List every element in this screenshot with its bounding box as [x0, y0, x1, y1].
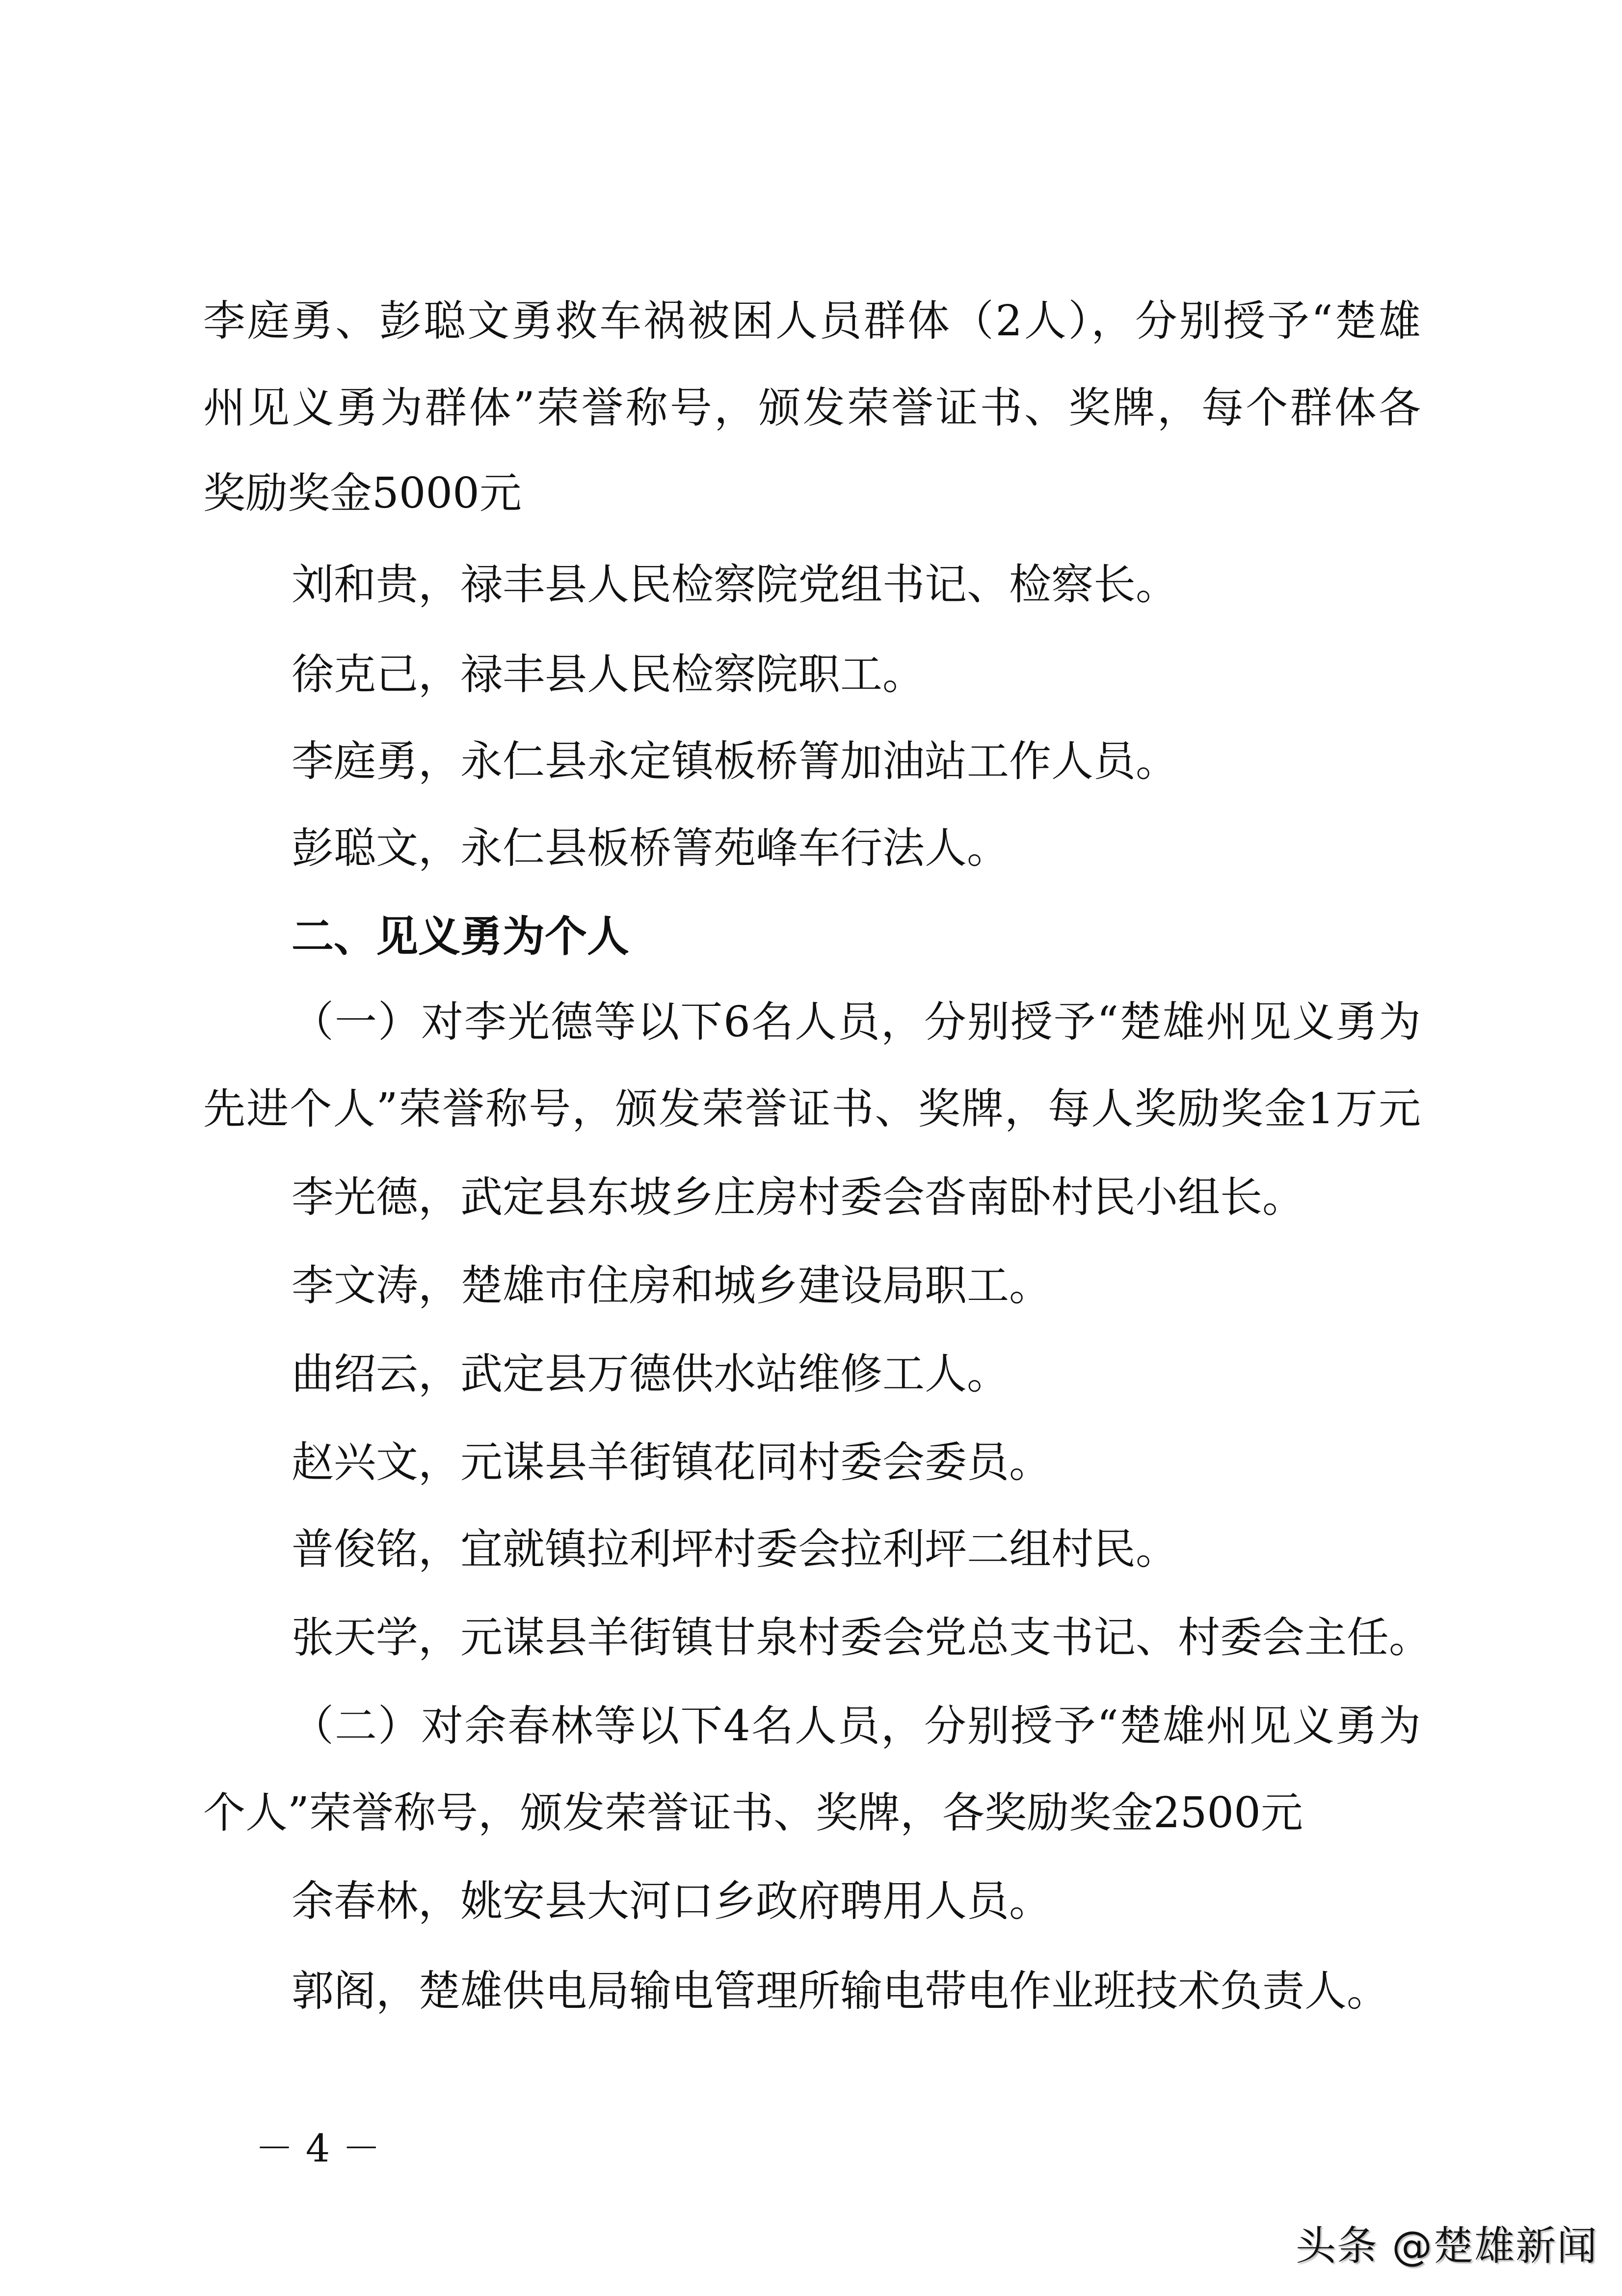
awardee-line: 李文涛，楚雄市住房和城乡建设局职工。: [292, 1261, 1051, 1310]
paragraph-line: （二）对余春林等以下4名人员，分别授予“楚雄州见义勇为: [292, 1702, 1421, 1751]
page-number: － 4 －: [255, 2127, 381, 2171]
awardee-line: 张天学，元谋县羊街镇甘泉村委会党总支书记、村委会主任。: [292, 1613, 1431, 1662]
section-heading: 二、见义勇为个人: [292, 912, 629, 961]
awardee-line: 郭阁，楚雄供电局输电管理所输电带电作业班技术负责人。: [292, 1967, 1389, 2016]
awardee-line: 普俊铭，宜就镇拉利坪村委会拉利坪二组村民。: [292, 1525, 1178, 1574]
awardee-line: 曲绍云，武定县万德供水站维修工人。: [292, 1350, 1009, 1399]
awardee-line: 余春林，姚安县大河口乡政府聘用人员。: [292, 1877, 1051, 1926]
awardee-line: 徐克己，禄丰县人民检察院职工。: [292, 650, 925, 699]
awardee-line: 赵兴文，元谋县羊街镇花同村委会委员。: [292, 1438, 1051, 1487]
paragraph-line: 先进个人”荣誉称号，颁发荣誉证书、奖牌，每人奖励奖金1万元: [203, 1084, 1421, 1134]
watermark: 头条 @楚雄新闻: [1296, 2223, 1598, 2269]
awardee-line: 刘和贵，禄丰县人民检察院党组书记、检察长。: [292, 560, 1178, 609]
paragraph-line: 州见义勇为群体”荣誉称号，颁发荣誉证书、奖牌，每个群体各: [203, 383, 1421, 432]
paragraph-line: 李庭勇、彭聪文勇救车祸被困人员群体（2人），分别授予“楚雄: [203, 297, 1421, 346]
paragraph-line: （一）对李光德等以下6名人员，分别授予“楚雄州见义勇为: [292, 998, 1421, 1047]
awardee-line: 李庭勇，永仁县永定镇板桥箐加油站工作人员。: [292, 737, 1178, 786]
paragraph-line: 奖励奖金5000元: [203, 469, 522, 518]
paragraph-line: 个人”荣誉称号，颁发荣誉证书、奖牌，各奖励奖金2500元: [203, 1788, 1303, 1837]
awardee-line: 彭聪文，永仁县板桥箐苑峰车行法人。: [292, 824, 1009, 873]
awardee-line: 李光德，武定县东坡乡庄房村委会沓南卧村民小组长。: [292, 1173, 1304, 1222]
